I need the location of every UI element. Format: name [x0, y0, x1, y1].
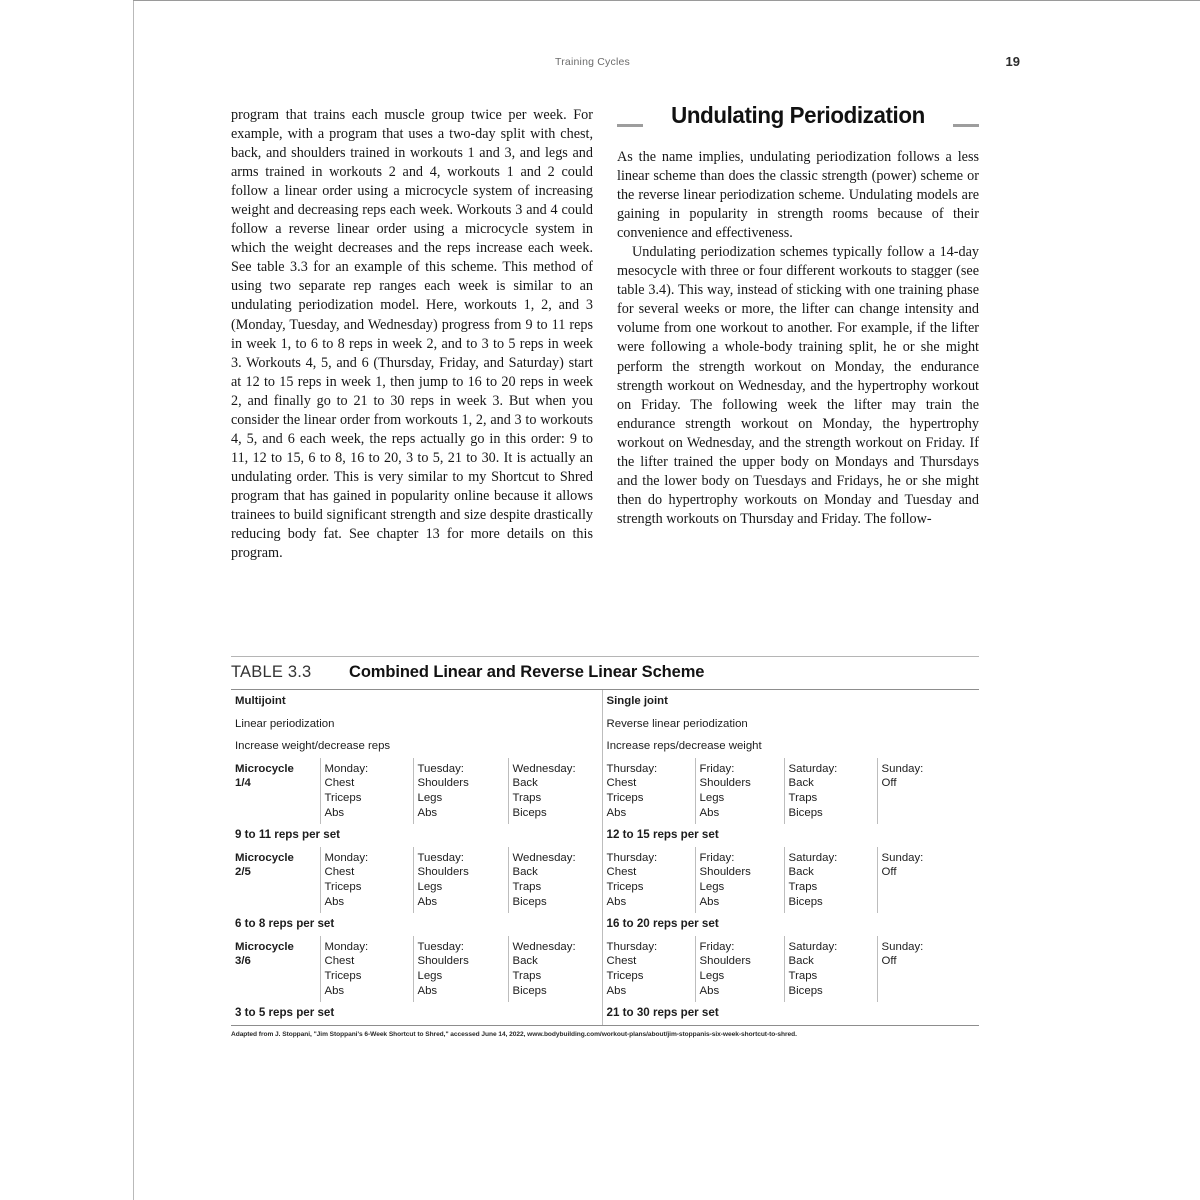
reps-single-joint: 12 to 15 reps per set	[602, 824, 979, 847]
table-title: Combined Linear and Reverse Linear Scheme	[349, 663, 705, 681]
muscle-group: Off	[881, 777, 897, 790]
paragraph: As the name implies, undulating periodization follows a less linear scheme than does the classic strength (power) scheme or the reverse linear periodization scheme. Undulating models are gaining in popularity in strength rooms because of their convenience and effectiveness.	[617, 149, 979, 242]
muscle-group: Biceps	[788, 895, 823, 908]
muscle-group: Abs	[699, 806, 720, 819]
reps-single-joint: 16 to 20 reps per set	[602, 913, 979, 936]
muscle-group: Triceps	[324, 969, 362, 982]
day-name: Thursday:	[606, 762, 658, 775]
muscle-group: Chest	[606, 777, 637, 790]
muscle-group: Biceps	[512, 895, 547, 908]
day-name: Saturday:	[788, 762, 838, 775]
reps-row	[231, 824, 979, 847]
day-cell	[602, 758, 695, 824]
muscle-group: Triceps	[606, 791, 644, 804]
muscle-group: Chest	[606, 955, 637, 968]
day-cell	[508, 847, 602, 913]
multijoint-periodization: Linear periodization	[235, 717, 335, 730]
multijoint-progression: Increase weight/decrease reps	[235, 740, 391, 753]
day-name: Sunday:	[881, 940, 924, 953]
muscle-group: Biceps	[512, 984, 547, 997]
muscle-group: Shoulders	[699, 866, 751, 879]
day-name: Sunday:	[881, 851, 924, 864]
day-cell	[413, 847, 508, 913]
table-3-3	[231, 656, 979, 1039]
muscle-group: Traps	[788, 969, 818, 982]
day-cell	[695, 847, 784, 913]
body-column-left	[231, 106, 593, 563]
day-cell	[413, 936, 508, 1002]
reps-single-joint: 21 to 30 reps per set	[602, 1002, 979, 1025]
muscle-group: Chest	[324, 866, 355, 879]
muscle-group: Shoulders	[417, 955, 469, 968]
running-head-title: Training Cycles	[555, 56, 630, 68]
muscle-group: Triceps	[324, 880, 362, 893]
reps-multijoint: 9 to 11 reps per set	[235, 828, 341, 842]
muscle-group: Legs	[417, 791, 443, 804]
day-name: Sunday:	[881, 762, 924, 775]
single-joint-label: Single joint	[602, 690, 979, 713]
muscle-group: Back	[788, 866, 814, 879]
day-cell	[877, 758, 979, 824]
section-heading: Undulating Periodization	[671, 102, 925, 128]
single-joint-progression: Increase reps/decrease weight	[602, 735, 979, 758]
microcycle-label	[231, 758, 320, 824]
day-name: Tuesday:	[417, 762, 464, 775]
muscle-group: Abs	[417, 984, 438, 997]
muscle-group: Off	[881, 866, 897, 879]
day-name: Friday:	[699, 762, 735, 775]
reps-row	[231, 1002, 979, 1025]
day-cell	[602, 936, 695, 1002]
day-cell	[602, 847, 695, 913]
running-head	[230, 56, 1020, 74]
day-name: Monday:	[324, 851, 369, 864]
microcycle-label-text: Microcycle	[235, 940, 294, 953]
day-cell	[320, 936, 413, 1002]
muscle-group: Legs	[699, 880, 725, 893]
muscle-group: Back	[788, 955, 814, 968]
microcycle-label-number: 1/4	[235, 777, 251, 790]
muscle-group: Traps	[788, 880, 818, 893]
day-cell	[320, 758, 413, 824]
section-heading-block	[617, 102, 979, 142]
muscle-group: Shoulders	[417, 866, 469, 879]
page-border-left	[133, 0, 134, 1200]
muscle-group: Chest	[324, 955, 355, 968]
day-cell	[320, 847, 413, 913]
day-cell	[695, 758, 784, 824]
single-joint-periodization: Reverse linear periodization	[602, 713, 979, 736]
muscle-group: Abs	[699, 984, 720, 997]
muscle-group: Abs	[606, 895, 627, 908]
page-border-top	[133, 0, 1200, 1]
day-name: Saturday:	[788, 851, 838, 864]
microcycle-label	[231, 936, 320, 1002]
muscle-group: Traps	[512, 880, 542, 893]
microcycle-label-number: 2/5	[235, 866, 251, 879]
muscle-group: Legs	[699, 791, 725, 804]
microcycle-label-text: Microcycle	[235, 762, 294, 775]
table-number: TABLE 3.3	[231, 663, 312, 681]
day-name: Thursday:	[606, 940, 658, 953]
muscle-group: Back	[788, 777, 814, 790]
muscle-group: Abs	[417, 806, 438, 819]
reps-row	[231, 913, 979, 936]
scheme-header-row-2	[231, 713, 979, 736]
microcycle-row	[231, 758, 979, 824]
day-name: Tuesday:	[417, 851, 464, 864]
microcycle-label-number: 3/6	[235, 955, 251, 968]
day-name: Saturday:	[788, 940, 838, 953]
muscle-group: Biceps	[512, 806, 547, 819]
day-name: Wednesday:	[512, 851, 576, 864]
muscle-group: Off	[881, 955, 897, 968]
day-cell	[695, 936, 784, 1002]
day-cell	[413, 758, 508, 824]
microcycle-row	[231, 936, 979, 1002]
muscle-group: Legs	[417, 880, 443, 893]
muscle-group: Back	[512, 866, 538, 879]
muscle-group: Back	[512, 955, 538, 968]
scheme-header-row-3	[231, 735, 979, 758]
muscle-group: Chest	[324, 777, 355, 790]
microcycle-label-text: Microcycle	[235, 851, 294, 864]
day-name: Monday:	[324, 940, 369, 953]
muscle-group: Traps	[512, 969, 542, 982]
day-name: Friday:	[699, 940, 735, 953]
muscle-group: Traps	[512, 791, 542, 804]
multijoint-label: Multijoint	[235, 695, 286, 707]
muscle-group: Abs	[324, 984, 345, 997]
day-cell	[784, 936, 877, 1002]
muscle-group: Abs	[606, 806, 627, 819]
muscle-group: Abs	[699, 895, 720, 908]
day-cell	[784, 758, 877, 824]
page-number: 19	[1005, 54, 1020, 69]
muscle-group: Triceps	[606, 880, 644, 893]
day-cell	[508, 936, 602, 1002]
muscle-group: Abs	[324, 895, 345, 908]
day-cell	[877, 847, 979, 913]
day-cell	[508, 758, 602, 824]
day-name: Monday:	[324, 762, 369, 775]
muscle-group: Abs	[324, 806, 345, 819]
microcycle-label	[231, 847, 320, 913]
day-cell	[784, 847, 877, 913]
muscle-group: Legs	[699, 969, 725, 982]
scheme-header-row-1	[231, 690, 979, 713]
muscle-group: Shoulders	[699, 955, 751, 968]
muscle-group: Chest	[606, 866, 637, 879]
muscle-group: Triceps	[606, 969, 644, 982]
schedule-table	[231, 690, 979, 1025]
muscle-group: Traps	[788, 791, 818, 804]
table-caption	[231, 657, 979, 689]
muscle-group: Abs	[417, 895, 438, 908]
muscle-group: Shoulders	[417, 777, 469, 790]
microcycle-row	[231, 847, 979, 913]
muscle-group: Legs	[417, 969, 443, 982]
day-name: Tuesday:	[417, 940, 464, 953]
day-name: Friday:	[699, 851, 735, 864]
muscle-group: Triceps	[324, 791, 362, 804]
paragraph: Undulating periodization schemes typically follow a 14-day mesocycle with three or four different workouts to stagger (see table 3.4). This way, instead of sticking with one training phase for several weeks or more, the lifter can change intensity and volume from one workout to another. For example, if the lifter were following a whole-body training split, he or she might perform the strength workout on Monday, the endurance strength workout on Wednesday, and the hypertrophy workout on Friday. The following week the lifter may train the endurance strength workout on Monday, the hypertrophy workout on Wednesday, and the strength workout on Friday. If the lifter trained the upper body on Mondays and Thursdays and the lower body on Tuesdays and Fridays, he or she might then do hypertrophy workouts on Monday and Tuesday and strength workouts on Thursday and Friday. The follow-	[617, 244, 979, 527]
reps-multijoint: 3 to 5 reps per set	[235, 1006, 335, 1020]
muscle-group: Biceps	[788, 984, 823, 997]
muscle-group: Shoulders	[699, 777, 751, 790]
body-column-right	[617, 102, 979, 529]
day-name: Thursday:	[606, 851, 658, 864]
muscle-group: Biceps	[788, 806, 823, 819]
muscle-group: Abs	[606, 984, 627, 997]
day-cell	[877, 936, 979, 1002]
reps-multijoint: 6 to 8 reps per set	[235, 917, 335, 931]
muscle-group: Back	[512, 777, 538, 790]
day-name: Wednesday:	[512, 762, 576, 775]
paragraph: program that trains each muscle group twice per week. For example, with a program that uses a two-day split with chest, back, and shoulders trained in workouts 1 and 3, and legs and arms trained in workouts 2 and 4, workouts 1 and 2 could follow a linear order using a microcycle system of increasing weight and decreasing reps each week. Workouts 3 and 4 could follow a reverse linear order using a microcycle system in which the weight decreases and the reps increase each week. See table 3.3 for an example of this scheme. This method of using two separate rep ranges each week is similar to an undulating periodization model. Here, workouts 1, 2, and 3 (Monday, Tuesday, and Wednesday) progress from 9 to 11 reps in week 1, to 6 to 8 reps in week 2, and to 3 to 5 reps in week 3. Workouts 4, 5, and 6 (Thursday, Friday, and Saturday) start at 12 to 15 reps in week 1, then jump to 16 to 20 reps in week 2, and finally go to 21 to 30 reps in week 3. But when you consider the linear order from workouts 1, 2, and 3 to workouts 4, 5, and 6 each week, the reps actually go in this order: 9 to 11, 12 to 15, 6 to 8, 16 to 20, 3 to 5, 21 to 30. It is actually an undulating order. This is very similar to my Shortcut to Shred program that has gained in popularity online because it allows trainees to build significant strength and size despite drastically reducing body fat. See chapter 13 for more details on this program.	[231, 107, 593, 562]
table-source-note: Adapted from J. Stoppani, "Jim Stoppani's 6-Week Shortcut to Shred," accessed June 14, 2022, www.bodybuilding.com/workout-plans/about/jim-stoppanis-six-week-shortcut-to-shred.	[231, 1030, 797, 1038]
day-name: Wednesday:	[512, 940, 576, 953]
